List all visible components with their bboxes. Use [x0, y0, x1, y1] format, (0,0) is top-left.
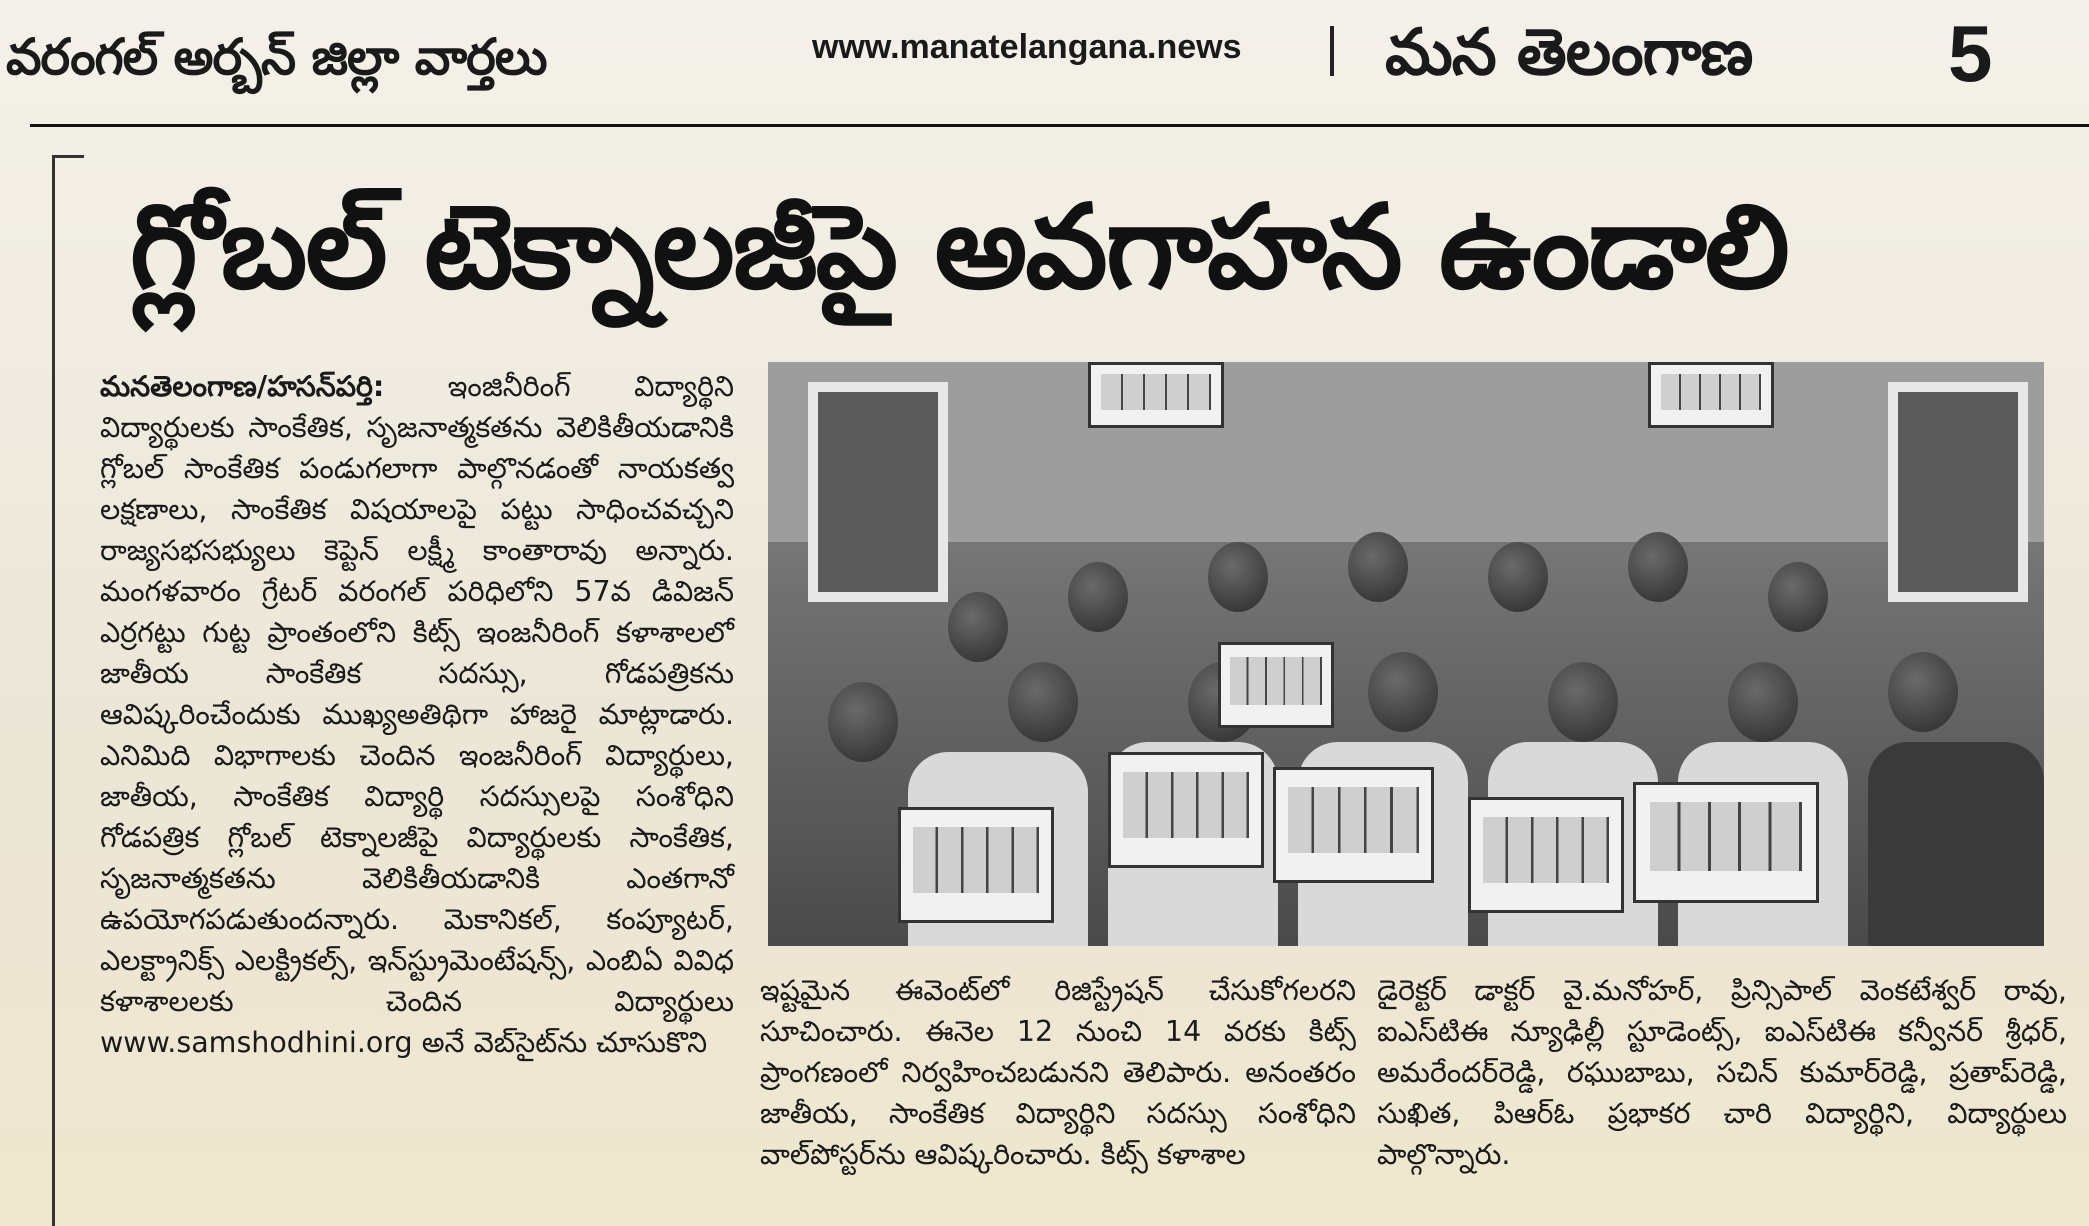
article-body-col1: ఇంజినీరింగ్ విద్యార్థిని విద్యార్థులకు సాంకేతిక, సృజనాత్మకతను వెలికితీయడానికి గ్లోబల్ సాంకేతిక పండుగలాగా పాల్గొనడంతో నాయకత్వ లక్షణాలు, సాంకేతిక విషయాలపై పట్టు సాధించవచ్చని రాజ్యసభసభ్యులు కెప్టెన్ లక్ష్మీ కాంతారావు అన్నారు. మంగళవారం గ్రేటర్ వరంగల్ పరిధిలోని 57వ డివిజన్ ఎర్రగట్టు గుట్ట ప్రాంతంలోని కిట్స్ ఇంజనీరింగ్ కళాశాలలో జాతీయ సాంకేతిక సదస్సు, గోడపత్రికను ఆవిష్కరించేందుకు ముఖ్యఅతిథిగా హాజరై మాట్లాడారు. ఎనిమిది విభాగాలకు చెందిన ఇంజనీరింగ్ విద్యార్థులు, జాతీయ, సాంకేతిక విద్యార్థి సదస్సులపై సంశోధిని గోడపత్రిక గ్లోబల్ టెక్నాలజీపై విద్యార్థులకు సాంకేతిక, సృజనాత్మకతను వెలికితీయడానికి ఎంతగానో ఉపయోగపడుతుందన్నారు. మెకానికల్, కంప్యూటర్, ఎలక్ట్రానిక్స్ ఎలక్ట్రికల్స్, ఇన్‌స్ట్రుమెంటేషన్స్, ఎంబిఏ వివిధ కళాశాలలకు చెందిన విద్యార్థులు www.samshodhini.org అనే వెబ్‌సైట్‌ను చూసుకొని [100, 370, 734, 1059]
photo-background-wall [768, 362, 2044, 542]
person-head [1368, 652, 1438, 732]
article-column-1 [100, 366, 734, 1063]
person-head [1348, 532, 1408, 602]
person-head [1208, 542, 1268, 612]
photo-window [1888, 382, 2028, 602]
wall-poster [898, 807, 1054, 923]
dateline: మనతెలంగాణ/హసన్‌పర్తి: [100, 370, 385, 403]
person-head [828, 682, 898, 762]
wall-poster [1108, 752, 1264, 868]
page-number: 5 [1948, 9, 1993, 98]
clipping-border-top [52, 155, 84, 158]
website-link: www.manatelangana.news [812, 28, 1242, 66]
person-body [1868, 742, 2044, 946]
wall-poster [1218, 642, 1334, 728]
section-title: వరంగల్ అర్బన్ జిల్లా వార్తలు [6, 28, 547, 86]
person-head [1728, 662, 1798, 742]
clipping-border [52, 155, 55, 1226]
wall-poster [1648, 362, 1774, 428]
person-head [948, 592, 1008, 662]
person-head [1488, 542, 1548, 612]
wall-poster [1633, 782, 1819, 903]
article-column-3 [1377, 970, 2067, 1175]
person-head [1768, 562, 1828, 632]
event-photo [768, 362, 2044, 946]
article-headline: గ్లోబల్ టెక్నాలజీపై అవగాహన ఉండాలి [130, 180, 1788, 315]
person-head [1068, 562, 1128, 632]
person-head [1008, 662, 1078, 742]
article-body-col3: డైరెక్టర్ డాక్టర్ వై.మనోహర్, ప్రిన్సిపాల్ వెంకటేశ్వర్ రావు, ఐఎస్‌టిఈ న్యూఢిల్లీ స్టూడెంట్స్, ఐఎస్‌టిఈ కన్వీనర్ శ్రీధర్, అమరేందర్‌రెడ్డి, రఘుబాబు, సచిన్ కుమార్‌రెడ్డి, ప్రతాప్‌రెడ్డి, సుఖిత, పిఆర్ఓ ప్రభాకర చారి విద్యార్థిని, విద్యార్థులు పాల్గొన్నారు. [1377, 974, 2067, 1171]
wall-poster [1273, 767, 1434, 883]
header-rule [30, 124, 2089, 127]
article-body-col2: ఇష్టమైన ఈవెంట్‌లో రిజిస్ట్రేషన్ చేసుకోగలరని సూచించారు. ఈనెల 12 నుంచి 14 వరకు కిట్స్ ప్రాంగణంలో నిర్వహించబడునని తెలిపారు. అనంతరం జాతీయ, సాంకేతిక విద్యార్థిని సదస్సు సంశోధిని వాల్‌పోస్టర్‌ను ఆవిష్కరించారు. కిట్స్ కళాశాల [760, 974, 1356, 1171]
wall-poster [1088, 362, 1224, 428]
masthead-logo: మన తెలంగాణ [1385, 16, 1753, 90]
wall-poster [1468, 797, 1624, 913]
person-head [1628, 532, 1688, 602]
page-header [0, 0, 2089, 128]
header-separator [1330, 26, 1334, 76]
person-head [1548, 662, 1618, 742]
photo-window [808, 382, 948, 602]
article-column-2 [760, 970, 1356, 1175]
person-head [1888, 652, 1958, 732]
